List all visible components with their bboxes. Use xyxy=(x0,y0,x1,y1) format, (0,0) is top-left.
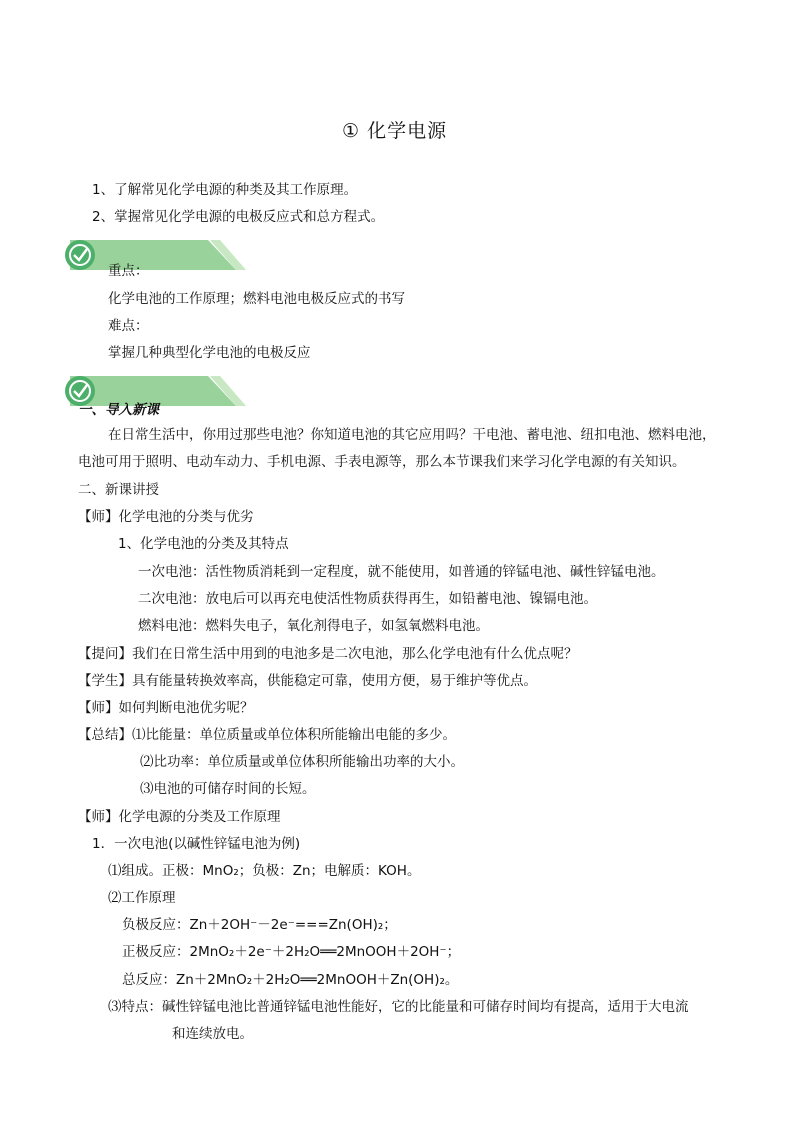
feature-line-1: ⑶特点：碱性锌锰电池比普通锌锰电池性能好，它的比能量和可储存时间均有提高，适用于大电流 xyxy=(108,999,689,1015)
subheading-1: 1、化学电池的分类及其特点 xyxy=(118,536,289,552)
principle-heading: ⑵工作原理 xyxy=(108,890,176,906)
intro-paragraph-line1: 在日常生活中，你用过那些电池？你知道电池的其它应用吗？干电池、蓄电池、纽扣电池、燃料电池， xyxy=(108,427,716,443)
total-reaction: 总反应：Zn＋2MnO₂＋2H₂O══2MnOOH＋Zn(OH)₂。 xyxy=(122,972,459,988)
nandian-text: 掌握几种典型化学电池的电极反应 xyxy=(108,345,311,361)
summary-3: ⑶电池的可储存时间的长短。 xyxy=(140,781,316,797)
fuel-cell: 燃料电池：燃料失电子，氧化剂得电子，如氢氧燃料电池。 xyxy=(138,618,489,634)
zhongdian-text: 化学电池的工作原理；燃料电池电极反应式的书写 xyxy=(108,291,405,307)
feature-line-2: 和连续放电。 xyxy=(172,1026,253,1042)
summary-1: 【总结】⑴比能量：单位质量或单位体积所能输出电能的多少。 xyxy=(78,727,456,743)
teacher-line-3: 【师】化学电源的分类及工作原理 xyxy=(78,809,281,825)
section-intro-heading: 一、导入新课 xyxy=(78,402,159,418)
objective-1: 1、了解常见化学电源的种类及其工作原理。 xyxy=(92,182,358,198)
summary-2: ⑵比功率：单位质量或单位体积所能输出功率的大小。 xyxy=(140,754,464,770)
primary-battery: 一次电池：活性物质消耗到一定程度，就不能使用，如普通的锌锰电池、碱性锌锰电池。 xyxy=(138,564,665,580)
secondary-battery: 二次电池：放电后可以再充电使活性物质获得再生，如铅蓄电池、镍镉电池。 xyxy=(138,591,597,607)
nandian-label: 难点： xyxy=(108,318,149,334)
objective-2: 2、掌握常见化学电源的电极反应式和总方程式。 xyxy=(92,209,385,225)
teacher-line-2: 【师】如何判断电池优劣呢？ xyxy=(78,700,254,716)
zhongdian-label: 重点： xyxy=(108,263,149,279)
section-lecture-heading: 二、新课讲授 xyxy=(78,482,159,498)
key-points-banner xyxy=(60,236,250,276)
item-primary-battery: 1．一次电池(以碱性锌锰电池为例) xyxy=(92,836,301,852)
intro-paragraph-line2: 电池可用于照明、电动车动力、手机电源、手表电源等，那么本节课我们来学习化学电源的有关知识。 xyxy=(78,454,686,470)
student-line: 【学生】具有能量转换效率高，供能稳定可靠，使用方便，易于维护等优点。 xyxy=(78,673,537,689)
teacher-line-1: 【师】化学电池的分类与优劣 xyxy=(78,509,254,525)
question-line: 【提问】我们在日常生活中用到的电池多是二次电池，那么化学电池有什么优点呢？ xyxy=(78,646,578,662)
page-title: ① 化学电源 xyxy=(342,120,448,142)
negative-reaction: 负极反应：Zn＋2OH⁻－2e⁻===Zn(OH)₂； xyxy=(122,917,397,933)
composition-line: ⑴组成。正极：MnO₂；负极：Zn；电解质：KOH。 xyxy=(108,863,421,879)
positive-reaction: 正极反应：2MnO₂＋2e⁻＋2H₂O══2MnOOH＋2OH⁻； xyxy=(122,944,461,960)
